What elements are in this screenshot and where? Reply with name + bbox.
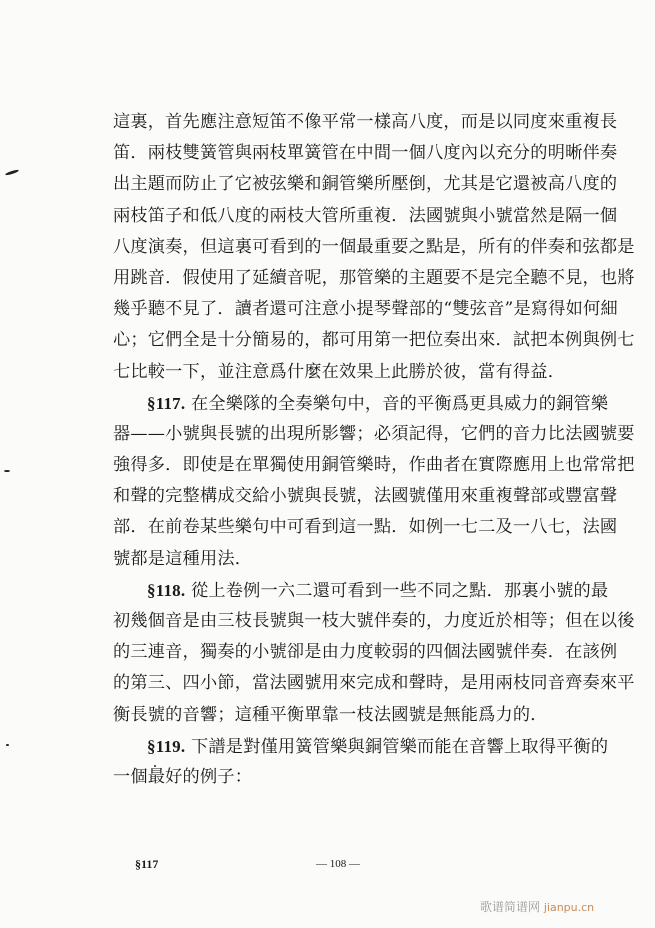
text-line: 兩枝笛子和低八度的兩枝大管所重複．法國號與小號當然是隔一個	[113, 205, 618, 226]
paragraph-119-first-line	[113, 731, 609, 762]
page-number: — 108 —	[316, 858, 360, 870]
text-line: 號都是這種用法．	[113, 548, 253, 569]
text-line: 笛．兩枝雙簧管與兩枝單簧管在中間一個八度內以充分的明晰伴奏	[113, 143, 618, 164]
body-text	[113, 107, 635, 793]
section-number: §118.	[147, 580, 186, 600]
text-line: 心；它們全是十分簡易的，都可用第一把位奏出來．試把本例與例七	[113, 330, 635, 351]
paragraph-117-first-line	[113, 388, 609, 419]
footer-section-reference: §117	[135, 857, 159, 871]
text-line: 八度演奏，但這裏可看到的一個最重要之點是，所有的伴奏和弦都是	[113, 236, 635, 257]
text-line: 初幾個音是由三枝長號與一枝大號伴奏的，力度近於相等；但在以後	[113, 611, 635, 631]
text-line: 的三連音，獨奏的小號卻是由力度較弱的四個法國號伴奏．在該例	[113, 642, 618, 663]
text-line: 強得多．即使是在單獨使用銅管樂時，作曲者在實際應用上也常常把	[113, 455, 635, 476]
text-span: 從上卷例一六二還可看到一些不同之點．那裏小號的最	[190, 580, 609, 601]
text-line: 出主題而防止了它被弦樂和銅管樂所壓倒，尤其是它還被高八度的	[113, 174, 618, 195]
text-line: 器——小號與長號的出現所影響；必須記得，它們的音力比法國號要	[113, 423, 635, 444]
text-line: 衡長號的音響；這種平衡單靠一枝法國號是無能爲力的．	[113, 704, 548, 725]
paragraph-118-first-line	[113, 575, 609, 606]
text-line: 這裏，首先應注意短笛不像平常一樣高八度，而是以同度來重複長	[113, 112, 618, 132]
site-watermark	[480, 898, 594, 915]
text-line: 和聲的完整構成交給小號與長號，法國號僅用來重複聲部或豐富聲	[113, 486, 618, 507]
watermark-site-name: 歌谱简谱网	[480, 900, 541, 914]
text-line: 七比較一下，並注意爲什麼在效果上此勝於彼，當有得益．	[113, 361, 566, 382]
section-number: §117.	[147, 393, 186, 413]
text-line: 部．在前卷某些樂句中可看到這一點．如例一七二及一八七，法國	[113, 517, 618, 538]
watermark-url: jianpu.cn	[543, 901, 595, 914]
text-span: 下譜是對僅用簧管樂與銅管樂而能在音響上取得平衡的	[190, 736, 609, 757]
text-line: 用跳音．假使用了延續音呢，那管樂的主題要不是完全聽不見，也將	[113, 267, 635, 288]
text-line: 的第三、四小節，當法國號用來完成和聲時，是用兩枝同音齊奏來平	[113, 673, 635, 694]
scan-speck	[4, 470, 10, 472]
scan-speck	[6, 744, 9, 746]
text-line: 幾乎聽不見了．讀者還可注意小提琴聲部的“雙弦音”是寫得如何細	[113, 299, 618, 320]
text-span: 在全樂隊的全奏樂句中，音的平衡爲更具威力的銅管樂	[190, 393, 609, 414]
section-number: §119.	[147, 736, 186, 756]
text-line: 一個最好的例子：	[113, 766, 253, 787]
scan-speck	[5, 169, 19, 176]
